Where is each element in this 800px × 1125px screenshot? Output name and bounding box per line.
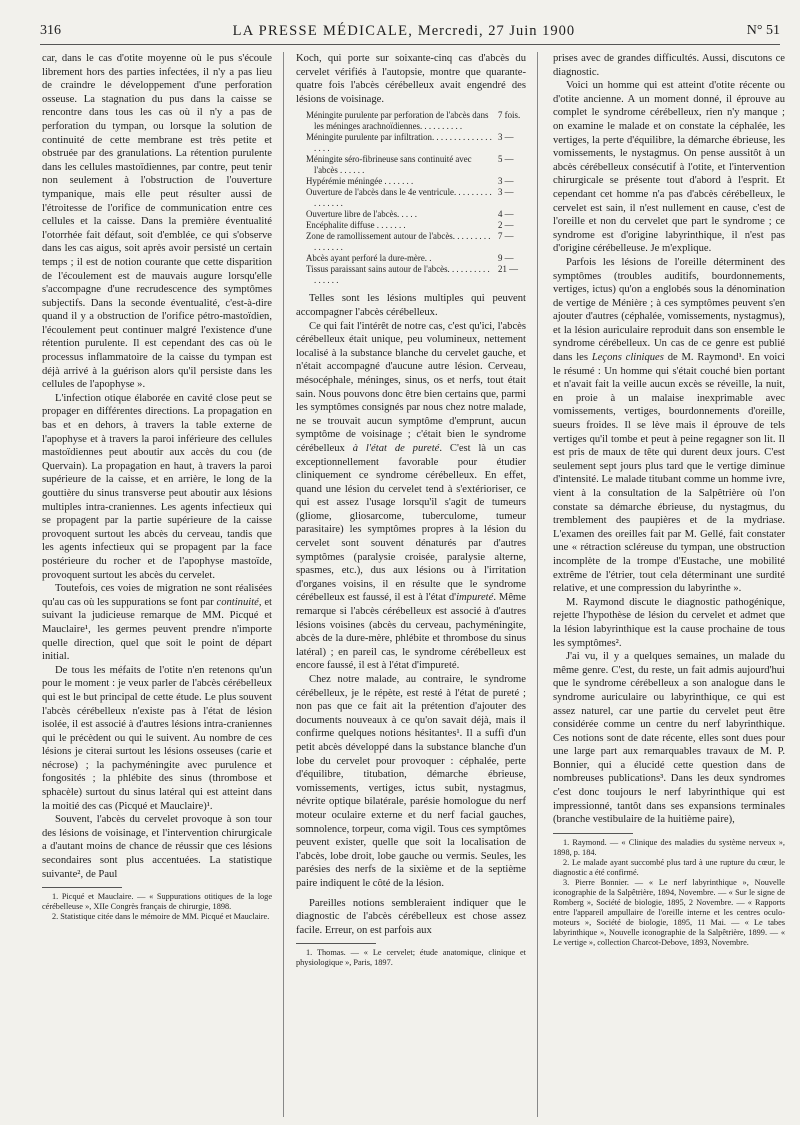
paragraph: Koch, qui porte sur soixante-cinq cas d'abcès du cervelet vérifiés à l'autopsie, montre que quarante-quatre fois l'abcès cérébelleux avait engendré des lésions de voisinage.: [296, 53, 526, 105]
stat-value: 21 —: [498, 264, 518, 275]
paragraph: Toutefois, ces voies de migration ne sont réalisées qu'au cas où les suppurations se font par continuité, et suivant la judicieuse remarque de MM. Picqué et Mauclaire¹, les germes peuvent prendre n'importe quelle direction, quel que soit le point de départ initial.: [42, 583, 272, 663]
footnote: 1. Picqué et Mauclaire. — « Suppurations otitiques de la loge cérébelleuse », XIIe Congrès français de chirurgie, 1898.: [42, 892, 272, 912]
paragraph: Telles sont les lésions multiples qui peuvent accompagner l'abcès cérébelleux.: [296, 293, 526, 318]
paragraph: car, dans le cas d'otite moyenne où le pus s'écoule librement hors des parties infectées, il n'y a pas lieu de craindre le développement d'une perforation osseuse. La stagnation du pus dans la caisse se rencontre dans tous les cas où il n'y a pas de perforation du tympan, ou lorsque la solution de continuité de cette membrane est très petite et obstruée par des granulations. La rétention purulente dans les cellules mastoïdiennes, par contre, peut tenir non seulement à l'obstruction de l'ouverture tympanique, mais elle peut résulter aussi de l'étroitesse de l'orifice de communication entre ces cellules et la caisse. Dans la première éventualité l'otorrhée fait défaut, soit d'emblée, ce qui s'observe dans les cas aigus, soit après avoir persisté un certain temps ; il est de notion courante que cette disparition de l'écoulement est de mauvais augure lorsqu'elle s'accompagne d'une recrudescence des symptômes subjectifs. Dans la seconde éventualité, c'est-à-dire quand il y a obstruction de l'orifice pétro-mastoïdien, l'écoulement peut continuer malgré l'existence d'une rétention purulente. Il est cependant des cas où le processus inflammatoire de la caisse du tympan est déjà arrivé à la guérison alors qu'il persiste dans les cellules de l'apophyse ».: [42, 53, 272, 391]
paragraph: Chez notre malade, au contraire, le syndrome cérébelleux, je le répète, est resté à l'état de pureté ; non pas que ce fait ait la prétention d'ajouter des documents nouveaux à ce qu'on savait déjà, mais il confirme quelques notions hésitantes¹. Il a suffi d'un petit abcès développé dans la substance blanche d'un lobe du cervelet pour provoquer : céphalée, perte d'équilibre, titubation, démarche ébrieuse, vomissements, vertiges, ictus subit, nystagmus, névrite optique bilatérale, parésie homologue du nerf moteur oculaire externe et du nerf facial gauches, somnolence, torpeur, coma vigil. Tous ces symptômes peuvent exister, quelle que soit la localisation de l'abcès, lobe droit, lobe gauche ou vermis. Seules, les parésies des nerfs de la sixième et de la septième paire indiquent le côté de la lésion.: [296, 674, 526, 889]
paragraph: L'infection otique élaborée en cavité close peut se propager en différentes directions. La propagation en bas et en dehors, à travers la table externe de l'apophyse et à travers la paroi inférieure des cellules mastoïdiennes peut aboutir aux accès du cou (de Quervain). La propagation en haut, à travers la paroi supérieure de la caisse, et en arrière, le long de la gouttière du sinus transverse peut aboutir aux lésions multiples intra-craniennes. Les agents infectieux qui se propagent par la partie supérieure de la caisse provoquent surtout les abcès du cerveau, tandis que les agents infectieux qui se propagent par la face postérieure du rocher et de l'apophyse mastoïde, provoquent surtout les abcès du cervelet.: [42, 392, 272, 581]
footnote: 1. Raymond. — « Clinique des maladies du système nerveux », 1898, p. 184.: [553, 837, 785, 857]
stat-value: 4 —: [498, 209, 514, 220]
stat-value: 2 —: [498, 220, 514, 231]
stat-row: [306, 220, 526, 231]
stat-label: Ouverture libre de l'abcès. . . . .: [306, 209, 418, 220]
stat-value: 3 —: [498, 187, 514, 198]
stat-label: Zone de ramollissement autour de l'abcès. . . . . . . . . . . . . . . .: [306, 231, 491, 253]
paragraph: Parfois les lésions de l'oreille déterminent des symptômes (troubles auditifs, bourdonnements, vertiges, ictus) qu'on a englobés sous la dénomination de vertige de Ménière ; à ces symptômes peuvent s'en ajouter d'autres (céphalée, vomissements, nystagmus), et la lésion auriculaire reproduit dans son ensemble le syndrome cérébelleux. Un cas de ce genre est publié dans les Leçons cliniques de M. Raymond¹. En voici le résumé : Un homme qui s'était couché bien portant et n'avait fait la veille aucun excès se réveille, la nuit, en proie à un malaise inexprimable avec vomissements, vertiges, bourdonnements d'oreille, sueurs froides. Il se lève mais il éprouve de tels vertiges qu'il tombe et peut à peine regagner son lit. Il est pris de maux de tête qui durent deux jours. C'est seulement sept jours plus tard que le vertige diminue d'intensité. Le malade titubant comme un homme ivre, vient à la consultation de la Salpêtrière où l'on constate sa démarche ébrieuse, du nystagmus, du tremblement des paupières et de la mydriase. L'examen des oreilles fait par M. Gellé, fait constater une « rétraction scléreuse du tympan, une obstruction incomplète de la trompe d'Eustache, une mobilité extrême de l'étrier, tout cela déterminant une surdité relative, et une compression du labyrinthe ».: [553, 256, 785, 595]
footnote-rule: [296, 943, 376, 944]
stat-value: 7 fois.: [498, 110, 521, 121]
page-number: 316: [40, 23, 61, 38]
footnote-rule: [553, 833, 633, 834]
stat-label: Méningite séro-fibrineuse sans continuité avec l'abcès . . . . . .: [306, 154, 472, 176]
stat-label: Tissus paraissant sains autour de l'abcès. . . . . . . . . . . . . . . .: [306, 264, 490, 286]
stat-value: 7 —: [498, 231, 514, 242]
stat-value: 5 —: [498, 154, 514, 165]
paragraph: M. Raymond discute le diagnostic pathogénique, rejette l'hypothèse de lésion du cervelet et admet que la lésion labyrinthique est la cause prochaine de tous les symptômes².: [553, 596, 785, 649]
footnote-rule: [42, 887, 122, 888]
page-header: [40, 18, 780, 45]
paragraph: J'ai vu, il y a quelques semaines, un malade du même genre. C'est, du reste, un fait admis aujourd'hui que le syndrome cérébelleux a son analogue dans le syndrome auriculaire ou labyrinthique, ce qui est assez naturel, car une partie du cervelet peut être considérée comme un centre du nerf labyrinthique. Ces notions sont de date récente, elles sont dues pour une large part aux remarquables travaux de M. P. Bonnier, qui a élucidé cette question dans de nombreuses publications³. Dans les deux syndromes c'est donc toujours le nerf labyrinthique qui est impressionné, tantôt dans ses expansions terminales (branche vestibulaire de la huitième paire),: [553, 651, 785, 826]
stat-row: [306, 132, 526, 154]
stat-row: [306, 209, 526, 220]
footnote: 1. Thomas. — « Le cervelet; étude anatomique, clinique et physiologique », Paris, 1897.: [296, 948, 526, 968]
column-1: [42, 52, 272, 922]
column-divider: [537, 52, 538, 1117]
paragraph: Souvent, l'abcès du cervelet provoque à son tour des lésions de voisinage, et l'intervention chirurgicale a d'autant moins de chance de réussir que ces lésions secondaires sont plus accentuées. La statistique suivante², de Paul: [42, 814, 272, 880]
paragraph: prises avec de grandes difficultés. Aussi, discutons ce diagnostic.: [553, 53, 785, 78]
footnote: 2. Le malade ayant succombé plus tard à une rupture du cœur, le diagnostic a été confirmé.: [553, 857, 785, 877]
stat-row: [306, 176, 526, 187]
column-3: [553, 52, 785, 948]
stat-row: [306, 253, 526, 264]
stat-label: Méningite purulente par infiltration. . . . . . . . . . . . . . . . . .: [306, 132, 492, 154]
paragraph: Pareilles notions sembleraient indiquer que le diagnostic de l'abcès cérébelleux est chose assez facile. Erreur, on est parfois aux: [296, 897, 526, 936]
column-divider: [283, 52, 284, 1117]
stat-row: [306, 110, 526, 132]
stat-value: 3 —: [498, 176, 514, 187]
lesion-statistics: [306, 110, 526, 286]
stat-value: 9 —: [498, 253, 514, 264]
column-2: [296, 52, 526, 968]
stat-label: Encéphalite diffuse . . . . . . .: [306, 220, 406, 231]
stat-label: Ouverture de l'abcès dans le 4e ventricule. . . . . . . . . . . . . . . .: [306, 187, 492, 209]
stat-row: [306, 154, 526, 176]
paragraph: Voici un homme qui est atteint d'otite récente ou d'otite ancienne. A un moment donné, il éprouve au complet le syndrome cérébelleux, rien n'y manque ; on examine le malade et on constate la céphalée, les vertiges, la perte d'équilibre, la démarche ébrieuse, les vomissements, le nystagmus. On pense aussitôt à un abcès cérébelleux consécutif à l'otite, et l'intervention chirurgicale se présente tout d'abord à l'esprit. Et cependant cet homme n'a pas d'abcès cérébelleux, le cervelet est sain, il n'est nullement en cause, c'est de l'oreille et non du cervelet que part le syndrome ; ce syndrome est d'origine labyrinthique, il n'est pas d'origine cérébelleuse. Je m'explique.: [553, 80, 785, 255]
paragraph: Ce qui fait l'intérêt de notre cas, c'est qu'ici, l'abcès cérébelleux était unique, peu volumineux, nettement localisé à la substance blanche du cervelet gauche, et n'était accompagné d'aucune autre lésion. Cerveau, mésocéphale, méninges, sinus, os et nerfs, tout était sain. Nous pouvons donc être bien certains que, parmi les symptômes consignés par nous chez notre malade, ne se trouvait aucun symptôme d'emprunt, aucun symptôme de voisinage ; c'était bien le syndrome cérébelleux à l'état de pureté. C'est là un cas exceptionnellement favorable pour étudier cliniquement ce syndrome cérébelleux. En effet, quand une lésion du cervelet tend à s'extérioriser, ce qui est assez l'usage lorsqu'il s'agit de tumeurs (gliome, gliosarcome, tuberculome, tumeur parasitaire) les symptômes propres à la lésion du cervelet sont souvent dénaturés par d'autres symptômes (paralysie croisée, paralysie alterne, spasmes, etc.), dus aux lésions ou à l'irritation d'organes voisins, il en résulte que le syndrome cérébelleux est faussé, il est à l'état d'impureté. Même remarque si l'abcès cérébelleux est associé à d'autres lésions voisines (abcès du cerveau, pachyméningite, abcès de la dure-mère, phlébite et thrombose du sinus latéral) ; en pareil cas, le syndrome cérébelleux est encore faussé, il est à l'état d'impureté.: [296, 320, 526, 672]
footnote: 3. Pierre Bonnier. — « Le nerf labyrinthique », Nouvelle iconographie de la Salpêtrière, 1894, Novembre. — « Sur le signe de Romberg », Société de biologie, 1895, 2 Novembre. — « Rapports entre l'appareil ampullaire de l'oreille interne et les centres oculo-moteurs », Société de biologie, 1895, 11 Mai. — « Le tabes labyrinthique », Nouvelle iconographie de la Salpêtrière, 1899. — « Le vertige », collection Charcot-Debove, 1893, Novembre.: [553, 877, 785, 947]
footnote: 2. Statistique citée dans le mémoire de MM. Picqué et Mauclaire.: [52, 912, 270, 922]
stat-label: Hypérémie méningée . . . . . . .: [306, 176, 414, 187]
stat-row: [306, 264, 526, 286]
issue-date: Mercredi, 27 Juin 1900: [417, 22, 576, 39]
stat-row: [306, 231, 526, 253]
stat-value: 3 —: [498, 132, 514, 143]
stat-label: Méningite purulente par perforation de l'abcès dans les méninges arachnoïdiennes. . . . . . . . . .: [306, 110, 489, 132]
stat-row: [306, 187, 526, 209]
running-title: [233, 23, 576, 40]
journal-title: LA PRESSE MÉDICALE,: [232, 22, 414, 39]
paragraph: De tous les méfaits de l'otite n'en retenons qu'un pour le moment : je veux parler de l'abcès cérébelleux qui est le but principal de cette étude. Le plus souvent l'abcès cérébelleux n'existe pas à l'état de lésion isolée, il est associé à d'autres lésions intra-craniennes qui le précèdent ou qui le suivent. Au nombre de ces lésions je citerai surtout les lésions osseuses (carie et nécrose) ; la pachyméningite avec purulence et fongosités ; la phlébite des sinus (thrombose et sphacèle) surtout du sinus latéral qui est atteint dans la moitié des cas (Picqué et Mauclaire)¹.: [42, 664, 272, 812]
stat-label: Abcès ayant perforé la dure-mère. .: [306, 253, 432, 264]
issue-number: N° 51: [746, 23, 780, 38]
